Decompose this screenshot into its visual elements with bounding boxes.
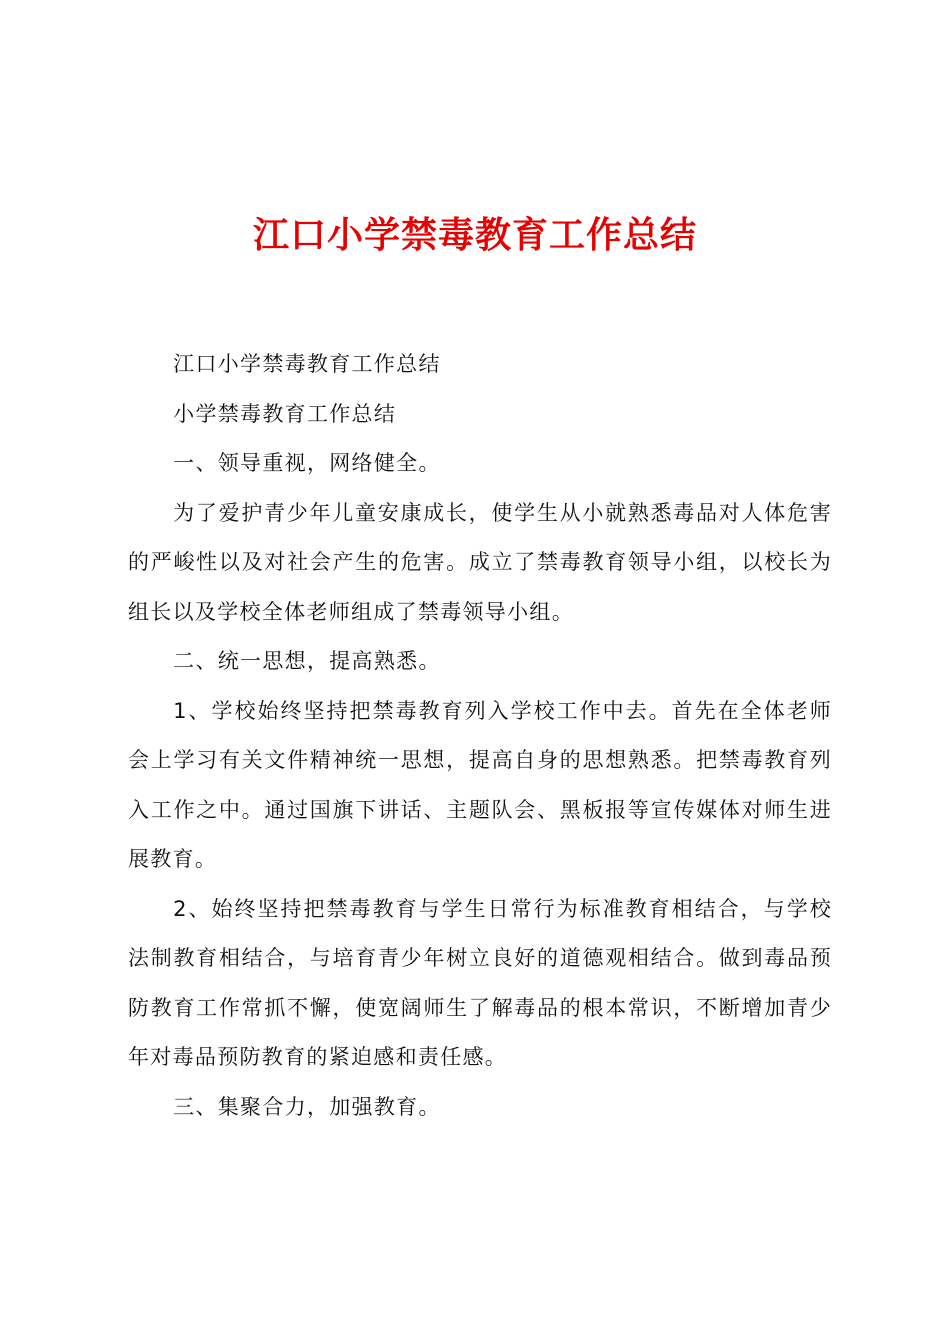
paragraph-heading-2: 小学禁毒教育工作总结 xyxy=(173,401,397,426)
section-heading-3: 三、集聚合力，加强教育。 xyxy=(173,1094,441,1119)
paragraph-heading-1: 江口小学禁毒教育工作总结 xyxy=(173,352,441,376)
paragraph-body-2: 1、学校始终坚持把禁毒教育列入学校工作中去。首先在全体老师会上学习有关文件精神统一思想，提高自身的思想熟悉。把禁毒教育列入工作之中。通过国旗下讲话、主题队会、黑板报等宣传媒体对师生进展教育。 xyxy=(128,698,832,871)
paragraph-body-1: 为了爱护青少年儿童安康成长，使学生从小就熟悉毒品对人体危害的严峻性以及对社会产生的危害。成立了禁毒教育领导小组，以校长为组长以及学校全体老师组成了禁毒领导小组。 xyxy=(128,500,832,624)
paragraph-body-3: 2、始终坚持把禁毒教育与学生日常行为标准教育相结合，与学校法制教育相结合，与培育青少年树立良好的道德观相结合。做到毒品预防教育工作常抓不懈，使宽阔师生了解毒品的根本常识，不断增加青少年对毒品预防教育的紧迫感和责任感。 xyxy=(128,896,832,1069)
document-title: 江口小学禁毒教育工作总结 xyxy=(252,214,697,256)
section-heading-2: 二、统一思想，提高熟悉。 xyxy=(173,649,441,673)
document-body xyxy=(128,340,832,1132)
section-heading-1: 一、领导重视，网络健全。 xyxy=(173,451,441,475)
